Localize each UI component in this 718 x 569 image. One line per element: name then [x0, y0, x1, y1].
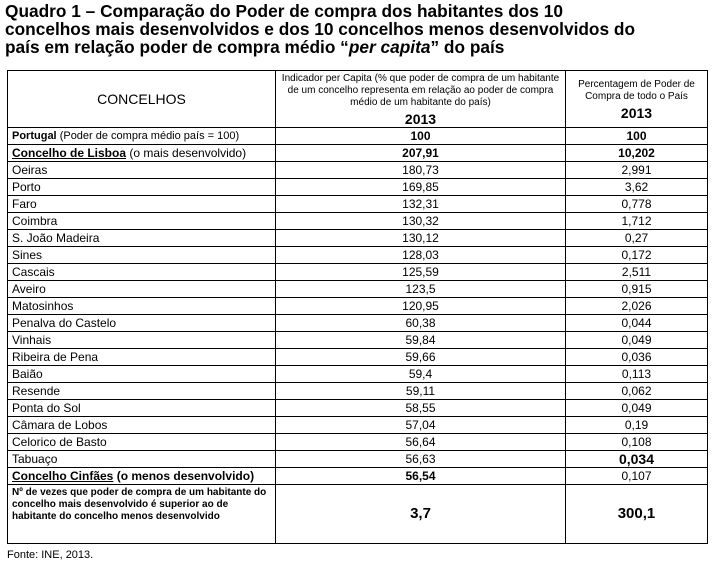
indicator-value: 128,03	[276, 247, 566, 264]
concelho-name: Cascais	[8, 264, 276, 281]
table-row	[8, 451, 708, 468]
concelho-name: Ponta do Sol	[8, 400, 276, 417]
indicator-value: 123,5	[276, 281, 566, 298]
ratio-percentage: 300,1	[566, 485, 708, 544]
table-row	[8, 281, 708, 298]
lisboa-cell	[8, 145, 276, 162]
title-line-3-end: ” do país	[430, 37, 505, 57]
table-row	[8, 196, 708, 213]
lisboa-percentage: 10,202	[566, 145, 708, 162]
indicator-value: 60,38	[276, 315, 566, 332]
concelho-name: Faro	[8, 196, 276, 213]
concelho-name: Baião	[8, 366, 276, 383]
percentage-value: 1,712	[566, 213, 708, 230]
table-row	[8, 315, 708, 332]
concelho-name: Resende	[8, 383, 276, 400]
concelho-name: Aveiro	[8, 281, 276, 298]
percentage-value: 0,062	[566, 383, 708, 400]
source-note: Fonte: INE, 2013.	[7, 549, 94, 561]
concelho-name: Sines	[8, 247, 276, 264]
indicator-value: 125,59	[276, 264, 566, 281]
header-concelhos: CONCELHOS	[8, 71, 276, 128]
table-row	[8, 247, 708, 264]
title-line-3	[5, 38, 713, 56]
table-row	[8, 383, 708, 400]
concelho-rows	[8, 162, 708, 468]
concelho-name: Coimbra	[8, 213, 276, 230]
ratio-label: Nº de vezes que poder de compra de um habitante do concelho mais desenvolvido é superior ao de habitante do concelho menos desenvolvido	[8, 485, 276, 544]
portugal-row	[8, 128, 708, 145]
cinfaes-cell	[8, 468, 276, 485]
cinfaes-name: Concelho Cinfães	[12, 469, 114, 483]
title-line-2: concelhos mais desenvolvidos e dos 10 concelhos menos desenvolvidos do	[5, 19, 636, 39]
percentage-value: 2,026	[566, 298, 708, 315]
concelho-name: Porto	[8, 179, 276, 196]
indicator-value: 180,73	[276, 162, 566, 179]
indicator-value: 169,85	[276, 179, 566, 196]
indicator-value: 59,66	[276, 349, 566, 366]
table-row	[8, 213, 708, 230]
indicator-value: 59,11	[276, 383, 566, 400]
cinfaes-percentage: 0,107	[566, 468, 708, 485]
concelho-name: Ribeira de Pena	[8, 349, 276, 366]
document-title	[5, 2, 713, 56]
cinfaes-note: (o menos desenvolvido)	[116, 469, 255, 483]
percentage-value: 0,108	[566, 434, 708, 451]
percentage-value: 0,034	[566, 451, 708, 468]
indicator-value: 59,84	[276, 332, 566, 349]
percentage-value: 0,044	[566, 315, 708, 332]
table-row	[8, 417, 708, 434]
concelho-name: Celorico de Basto	[8, 434, 276, 451]
indicator-value: 130,12	[276, 230, 566, 247]
concelho-name: Matosinhos	[8, 298, 276, 315]
table-row	[8, 162, 708, 179]
indicator-value: 56,64	[276, 434, 566, 451]
table-row	[8, 400, 708, 417]
header-percentage-text: Percentagem de Poder de Compra de todo o País	[578, 79, 695, 102]
table-row	[8, 264, 708, 281]
percentage-value: 0,19	[566, 417, 708, 434]
percentage-value: 0,036	[566, 349, 708, 366]
percentage-value: 3,62	[566, 179, 708, 196]
concelho-name: Penalva do Castelo	[8, 315, 276, 332]
indicator-value: 57,04	[276, 417, 566, 434]
lisboa-indicator: 207,91	[276, 145, 566, 162]
indicator-value: 59,4	[276, 366, 566, 383]
table-row	[8, 434, 708, 451]
ratio-indicator: 3,7	[276, 485, 566, 544]
percentage-value: 0,778	[566, 196, 708, 213]
indicator-value: 132,31	[276, 196, 566, 213]
percentage-value: 0,049	[566, 332, 708, 349]
lisboa-note: (o mais desenvolvido)	[129, 146, 247, 160]
title-line-1: Quadro 1 – Comparação do Poder de compra dos habitantes dos 10	[5, 1, 563, 21]
concelho-name: Oeiras	[8, 162, 276, 179]
indicator-value: 120,95	[276, 298, 566, 315]
table-row	[8, 366, 708, 383]
concelho-name: Tabuaço	[8, 451, 276, 468]
header-percentage-year: 2013	[620, 105, 653, 121]
portugal-percentage: 100	[566, 128, 708, 145]
indicator-value: 56,63	[276, 451, 566, 468]
ratio-row	[8, 485, 708, 544]
lisboa-row	[8, 145, 708, 162]
concelho-name: S. João Madeira	[8, 230, 276, 247]
concelho-name: Câmara de Lobos	[8, 417, 276, 434]
cinfaes-indicator: 56,54	[276, 468, 566, 485]
purchasing-power-table	[7, 70, 708, 544]
table-row	[8, 332, 708, 349]
percentage-value: 0,049	[566, 400, 708, 417]
indicator-value: 58,55	[276, 400, 566, 417]
table-row	[8, 349, 708, 366]
portugal-note: (Poder de compra médio país = 100)	[59, 130, 240, 142]
title-line-3-start: país em relação poder de compra médio “	[5, 37, 349, 57]
portugal-name: Portugal	[12, 130, 57, 142]
table-row	[8, 230, 708, 247]
percentage-value: 0,172	[566, 247, 708, 264]
table-row	[8, 298, 708, 315]
cinfaes-row	[8, 468, 708, 485]
header-percentage	[566, 71, 708, 128]
concelho-name: Vinhais	[8, 332, 276, 349]
portugal-indicator: 100	[276, 128, 566, 145]
lisboa-name: Concelho de Lisboa	[12, 146, 127, 160]
percentage-value: 2,991	[566, 162, 708, 179]
title-italic-per-capita: per capita	[348, 37, 431, 57]
percentage-value: 0,27	[566, 230, 708, 247]
table-header-row	[8, 71, 708, 128]
table-row	[8, 179, 708, 196]
header-indicator-text: Indicador per Capita (% que poder de compra de um habitante de um concelho representa em relação ao poder de compra médio de um habitante do país)	[281, 73, 560, 108]
percentage-value: 0,113	[566, 366, 708, 383]
header-indicator	[276, 71, 566, 128]
indicator-value: 130,32	[276, 213, 566, 230]
header-indicator-year: 2013	[404, 111, 437, 127]
percentage-value: 0,915	[566, 281, 708, 298]
portugal-cell	[8, 128, 276, 145]
percentage-value: 2,511	[566, 264, 708, 281]
